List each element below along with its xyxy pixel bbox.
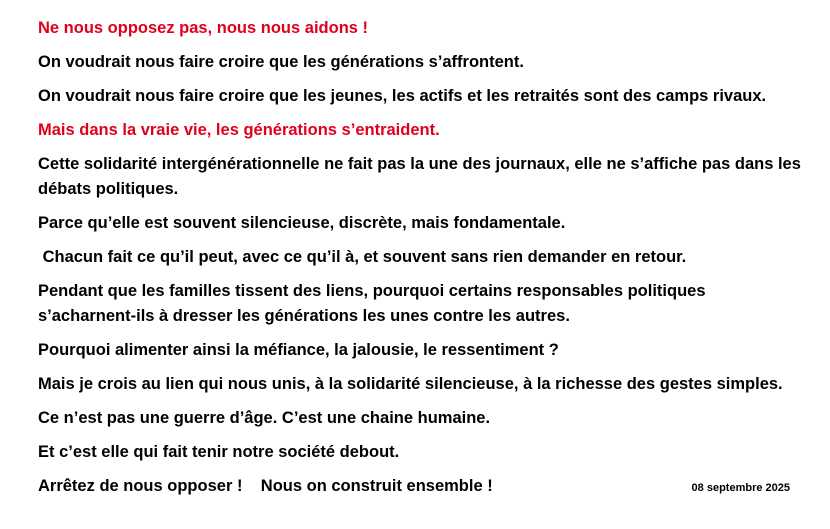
paragraph-6: Chacun fait ce qu’il peut, avec ce qu’il à, et souvent sans rien demander en retour. xyxy=(38,248,687,266)
highlight-paragraph: Mais dans la vraie vie, les générations s’entraident. xyxy=(38,121,440,139)
paragraph-7: Pendant que les familles tissent des liens, pourquoi certains responsables politiques s’acharnent-ils à dresser les générations les unes contre les autres. xyxy=(38,282,706,325)
closing-line: Arrêtez de nous opposer ! Nous on construit ensemble ! xyxy=(38,477,493,495)
document-date: 08 septembre 2025 xyxy=(691,482,790,494)
paragraph-9: Mais je crois au lien qui nous unis, à la solidarité silencieuse, à la richesse des gestes simples. xyxy=(38,375,783,393)
paragraph-2: On voudrait nous faire croire que les jeunes, les actifs et les retraités sont des camps rivaux. xyxy=(38,87,767,105)
document-title: Ne nous opposez pas, nous nous aidons ! xyxy=(38,19,369,37)
paragraph-8: Pourquoi alimenter ainsi la méfiance, la jalousie, le ressentiment ? xyxy=(38,341,559,359)
paragraph-1: On voudrait nous faire croire que les générations s’affrontent. xyxy=(38,53,524,71)
document-body xyxy=(38,16,808,499)
paragraph-11: Et c’est elle qui fait tenir notre société debout. xyxy=(38,443,400,461)
paragraph-4: Cette solidarité intergénérationnelle ne fait pas la une des journaux, elle ne s’affiche pas dans les débats politiques. xyxy=(38,155,801,198)
paragraph-5: Parce qu’elle est souvent silencieuse, discrète, mais fondamentale. xyxy=(38,214,566,232)
paragraph-10: Ce n’est pas une guerre d’âge. C’est une chaine humaine. xyxy=(38,409,491,427)
closing-row xyxy=(38,474,790,499)
